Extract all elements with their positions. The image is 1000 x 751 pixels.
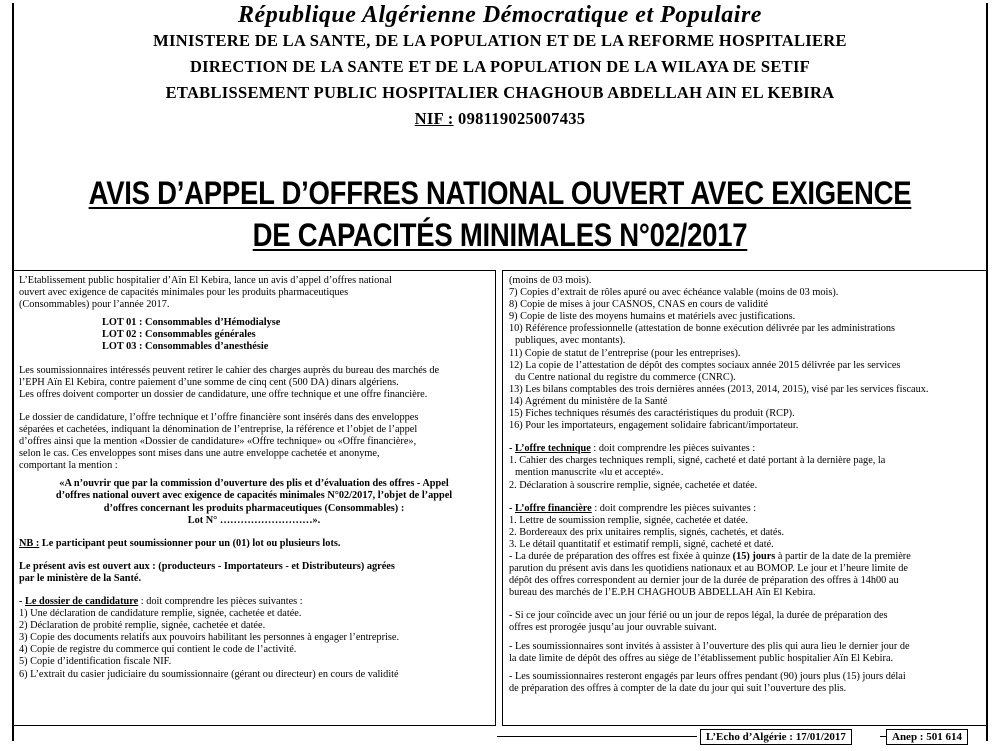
dossier-item: 15) Fiches techniques résumés des caractéristiques du produit (RCP). xyxy=(509,408,795,420)
dossier-item: 4) Copie de registre du commerce qui contient le code de l’activité. xyxy=(19,644,297,656)
lot-item: LOT 02 : Consommables générales xyxy=(102,329,256,341)
lot-item: LOT 01 : Consommables d’Hémodialyse xyxy=(102,317,281,329)
financial-offer-label: L’offre financière xyxy=(515,502,592,514)
dossier-item: 14) Agrément du ministère de la Santé xyxy=(509,395,668,407)
dossier-item: (moins de 03 mois). xyxy=(509,275,592,286)
envelope-line: selon le cas. Ces enveloppes sont mises dans une autre enveloppe cachetée et anonyme, xyxy=(19,448,380,460)
technical-offer-item: 2. Déclaration à souscrire remplie, signée, cachetée et datée. xyxy=(509,479,758,491)
holiday-line: - Si ce jour coïncide avec un jour férié ou un jour de repos légal, la durée de préparation des xyxy=(509,610,888,622)
anep-reference: Anep : 501 614 xyxy=(886,729,968,745)
eligibility-line: par le ministère de la Santé. xyxy=(19,572,142,584)
ministry-line: MINISTERE DE LA SANTE, DE LA POPULATION ET DE LA REFORME HOSPITALIERE xyxy=(153,31,847,50)
dossier-dash: - xyxy=(19,595,26,607)
footer-rule xyxy=(497,736,697,737)
dossier-item: 9) Copie de liste des moyens humains et matériels avec justifications. xyxy=(509,311,796,323)
holiday-line: offres est prorogée jusqu’au jour ouvrable suivant. xyxy=(509,622,717,634)
envelope-mention: d’offres concernant les produits pharmaceutiques (Consommables) : xyxy=(103,502,405,514)
intro-line: L’Etablissement public hospitalier d’Aïn El Kebira, lance un avis d’appel d’offres national xyxy=(19,275,392,286)
dossier-item: 12) La copie de l’attestation de dépôt des comptes sociaux année 2015 délivrée par les services xyxy=(509,359,901,371)
intro-line: ouvert avec exigence de capacités minimales pour les produits pharmaceutiques xyxy=(19,287,349,299)
lot-item: LOT 03 : Consommables d’anesthésie xyxy=(102,341,269,353)
dossier-item: 13) Les bilans comptables des trois dernières années (2013, 2014, 2015), visé par les services fiscaux. xyxy=(509,383,929,395)
opening-line: la date limite de dépôt des offres au siège de l’établissement public hospitalier Aïn El Kebira. xyxy=(509,652,894,664)
financial-offer-item: 1. Lettre de soumission remplie, signée, cachetée et datée. xyxy=(509,514,749,526)
nif-value: 098119025007435 xyxy=(458,109,586,128)
nb-label: NB : xyxy=(19,537,40,549)
deadline-days: (15) jours xyxy=(732,550,776,562)
validity-line: - Les soumissionnaires resteront engagés par leurs offres pendant (90) jours plus (15) jours délai xyxy=(509,670,906,682)
dossier-item: 2) Déclaration de probité remplie, signée, cachetée et datée. xyxy=(19,620,266,632)
nb-note xyxy=(19,538,489,550)
title-line-2: DE CAPACITÉS MINIMALES N°02/2017 xyxy=(252,217,748,253)
envelope-mention: «A n’ouvrir que par la commission d’ouverture des plis et d’évaluation des offres - Appel xyxy=(59,478,449,490)
intro-line: (Consommables) pour l’année 2017. xyxy=(19,299,170,311)
technical-offer-label: L’offre technique xyxy=(515,443,591,455)
dossier-item: 6) L’extrait du casier judiciaire du soumissionnaire (gérant ou directeur) en cours de validité xyxy=(19,668,399,680)
retrieval-line: Les soumissionnaires intéressés peuvent retirer le cahier des charges auprès du bureau des marchés de xyxy=(19,364,440,376)
technical-offer-item: 1. Cahier des charges techniques rempli, signé, cacheté et daté portant à la dernière page, la xyxy=(509,455,886,467)
technical-offer-item: mention manuscrite «lu et accepté». xyxy=(515,467,664,479)
financial-offer-text: : doit comprendre les pièces suivantes : xyxy=(591,502,757,514)
deadline-line xyxy=(509,551,980,563)
financial-offer-item: 3. Le détail quantitatif et estimatif rempli, signé, cacheté et daté. xyxy=(509,538,774,550)
publication-source: L’Echo d’Algérie : 17/01/2017 xyxy=(700,729,852,745)
dossier-item: 1) Une déclaration de candidature remplie, signée, cachetée et datée. xyxy=(19,608,302,620)
dossier-item: 11) Copie de statut de l’entreprise (pour les entreprises). xyxy=(509,347,741,359)
dossier-label: Le dossier de candidature xyxy=(25,595,139,607)
retrieval-line: l’EPH Aïn El Kebira, contre paiement d’une somme de cinq cent (500 DA) dinars algériens. xyxy=(19,376,399,388)
left-column xyxy=(13,270,496,726)
deadline-line: bureau des marchés de l’E.P.H CHAGHOUB ABDELLAH Aïn El Kebira. xyxy=(509,587,816,599)
envelope-line: séparées et cachetées, indiquant la dénomination de l’entreprise, la référence et l’objet de l’appel xyxy=(19,423,418,435)
envelope-line: Le dossier de candidature, l’offre technique et l’offre financière sont insérés dans des enveloppes xyxy=(19,411,419,423)
dossier-item: 7) Copies d’extrait de rôles apuré ou avec échéance valable (moins de 03 mois). xyxy=(509,287,839,299)
title-line-1: AVIS D’APPEL D’OFFRES NATIONAL OUVERT AVEC EXIGENCE xyxy=(88,175,912,211)
dossier-item: du Centre national du registre du commerce (CNRC). xyxy=(515,371,736,383)
notice-title xyxy=(70,172,930,256)
dossier-item: 16) Pour les importateurs, engagement solidaire fabricant/importateur. xyxy=(509,420,799,432)
eligibility-line: Le présent avis est ouvert aux : (producteurs - Importateurs - et Distributeurs) agrées xyxy=(19,560,395,572)
nif-line xyxy=(0,106,1000,132)
establishment-line: ETABLISSEMENT PUBLIC HOSPITALIER CHAGHOUB ABDELLAH AIN EL KEBIRA xyxy=(165,83,835,102)
dossier-item: 10) Référence professionnelle (attestation de bonne exécution délivrée par les administrations xyxy=(509,323,895,335)
right-column xyxy=(502,270,986,726)
dossier-item: 5) Copie d’identification fiscale NIF. xyxy=(19,656,172,668)
financial-offer-heading: - L’offre financière : doit comprendre les pièces suivantes : xyxy=(509,502,757,514)
deadline-line: parution du présent avis dans les quotidiens nationaux et au BOMOP. Le jour et l’heure limite de xyxy=(509,563,908,575)
dossier-item: 3) Copie des documents relatifs aux pouvoirs habilitant les personnes à engager l’entreprise. xyxy=(19,632,400,644)
dossier-heading xyxy=(19,596,489,608)
validity-line: de préparation des offres à compter de la date du jour qui suit l’ouverture des plis. xyxy=(509,682,847,694)
technical-offer-heading: - L’offre technique : doit comprendre les pièces suivantes : xyxy=(509,443,756,455)
deadline-line: dépôt des offres correspondent au dernier jour de la durée de préparation des offres à 14h00 au xyxy=(509,575,899,587)
technical-offer-text: : doit comprendre les pièces suivantes : xyxy=(590,443,756,455)
opening-line: - Les soumissionnaires sont invités à assister à l’ouverture des plis qui aura lieu le dernier jour de xyxy=(509,640,910,652)
notice-header xyxy=(0,2,1000,132)
financial-offer-item: 2. Bordereaux des prix unitaires remplis, signés, cachetés, et datés. xyxy=(509,526,785,538)
envelope-mention: d’offres national ouvert avec exigence de capacités minimales N°02/2017, l’objet de l’appel xyxy=(55,490,453,502)
dossier-item: publiques, avec montants). xyxy=(515,335,626,347)
deadline-text: - La durée de préparation des offres est fixée à quinze xyxy=(509,550,733,562)
nb-text: Le participant peut soumissionner pour un (01) lot ou plusieurs lots. xyxy=(39,537,341,549)
deadline-text: à partir de la date de la première xyxy=(775,550,911,562)
republic-heading: République Algérienne Démocratique et Populaire xyxy=(238,2,762,28)
dossier-item: 8) Copie de mises à jour CASNOS, CNAS en cours de validité xyxy=(509,299,769,311)
envelope-line: comportant la mention : xyxy=(19,460,118,472)
direction-line: DIRECTION DE LA SANTE ET DE LA POPULATION DE LA WILAYA DE SETIF xyxy=(189,57,811,76)
envelope-line: d’offres ainsi que la mention «Dossier de candidature» «Offre technique» ou «Offre financière», xyxy=(19,436,417,448)
dossier-text: : doit comprendre les pièces suivantes : xyxy=(138,595,303,607)
nif-label: NIF : xyxy=(414,109,454,128)
retrieval-line: Les offres doivent comporter un dossier de candidature, une offre technique et une offre financière. xyxy=(19,388,428,400)
envelope-mention: Lot N° ………………………». xyxy=(187,514,321,526)
